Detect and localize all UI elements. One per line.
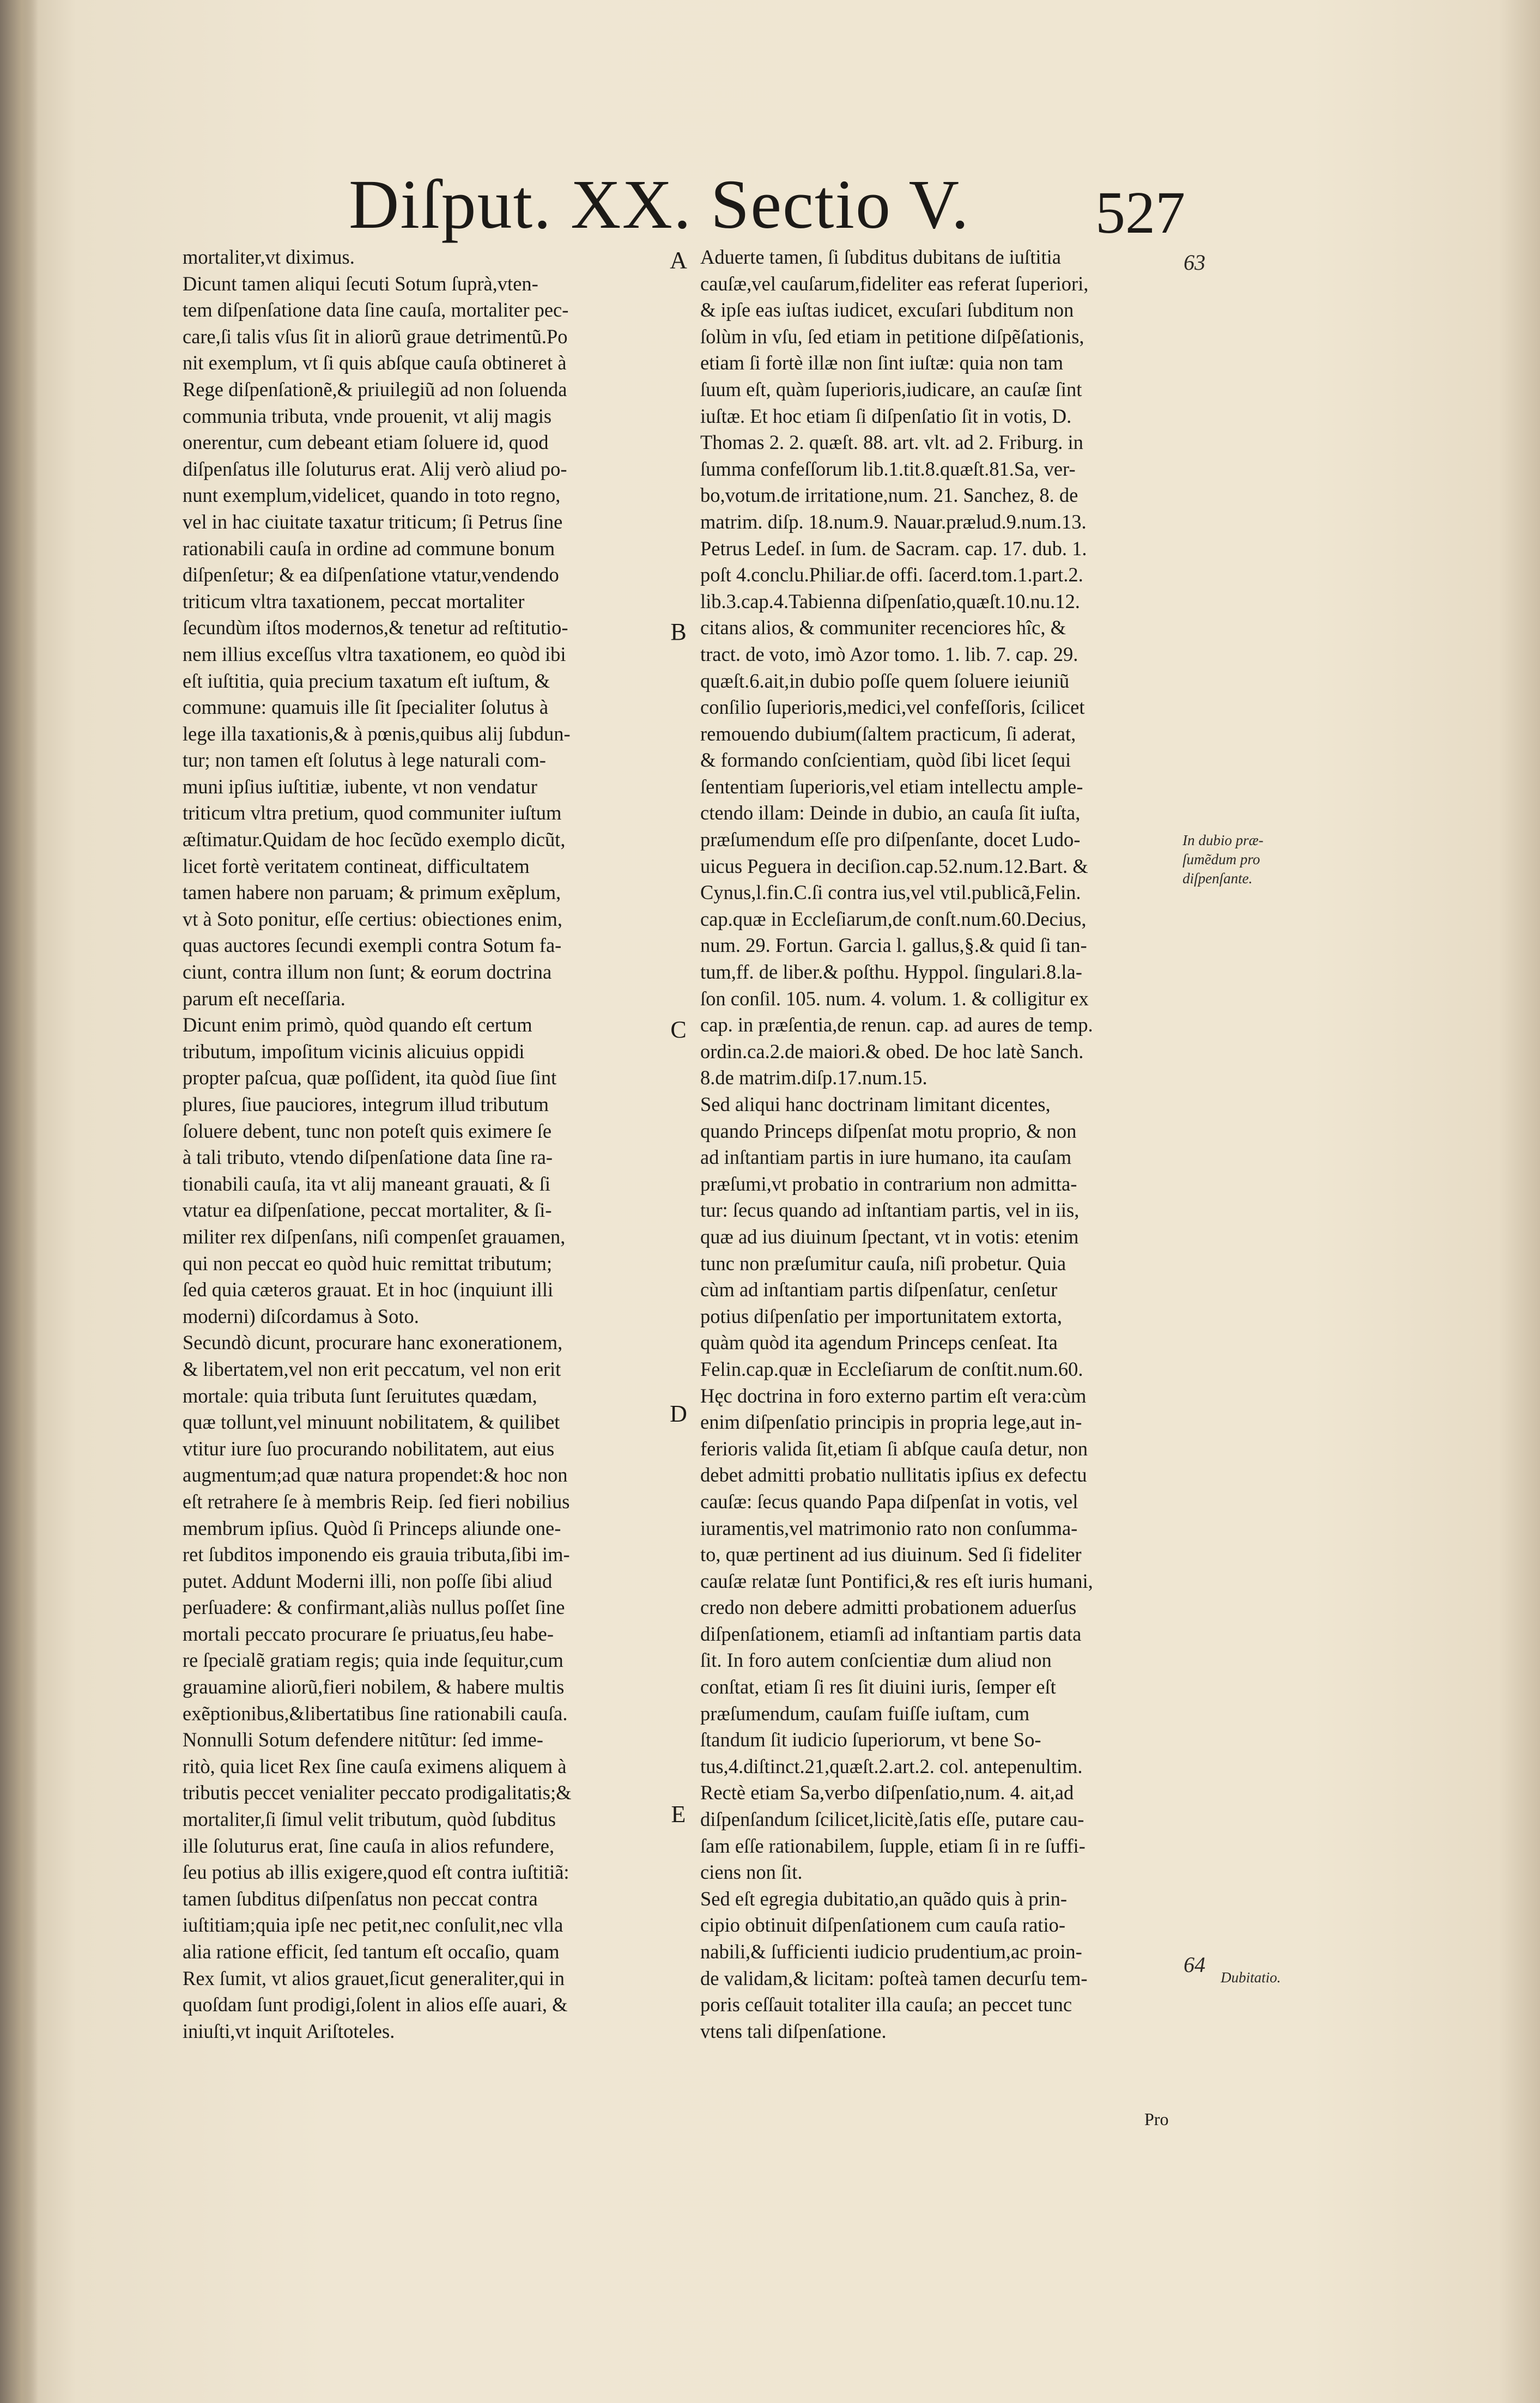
left-column-line: tem diſpenſatione data ſine cauſa, mortaliter pec- bbox=[183, 299, 569, 321]
right-column-line: præſumendum eſſe pro diſpenſante, docet Ludo- bbox=[700, 828, 1081, 851]
margin-note-line: Dubitatio. bbox=[1221, 1969, 1281, 1986]
left-column-line: ciunt, contra illum non ſunt; & eorum doctrina bbox=[183, 961, 552, 984]
left-column-line: putet. Addunt Moderni illi, non poſſe ſibi aliud bbox=[183, 1569, 553, 1592]
section-letter-e: E bbox=[671, 1801, 686, 1828]
left-column-line: grauamine aliorũ,fieri nobilem, & habere multis bbox=[183, 1676, 565, 1698]
left-column-line: alia ratione efficit, ſed tantum eſt occaſio, quam bbox=[183, 1940, 560, 1963]
right-column-line: ſolùm in vſu, ſed etiam in petitione diſpẽſationis, bbox=[700, 325, 1084, 348]
right-column-line: citans alios, & communiter recenciores hîc, & bbox=[700, 616, 1066, 639]
right-column-line: conſilio ſuperioris,medici,vel confeſſoris, ſcilicet bbox=[700, 696, 1085, 719]
right-column-line: ordin.ca.2.de maiori.& obed. De hoc latè Sanch. bbox=[700, 1040, 1084, 1063]
left-column-line: Rex ſumit, vt alios grauet,ſicut generaliter,qui in bbox=[183, 1967, 565, 1989]
left-column-line: militer rex diſpenſans, niſi compenſet grauamen, bbox=[183, 1225, 566, 1248]
left-column-line: ille ſoluturus erat, ſine cauſa in alios refundere, bbox=[183, 1834, 555, 1857]
right-column-line: to, quæ pertinent ad ius diuinum. Sed ſi fideliter bbox=[700, 1543, 1082, 1566]
right-column-line: ſententiam ſuperioris,vel etiam intellectu ample- bbox=[700, 775, 1083, 798]
left-column-line: Nonnulli Sotum defendere nitũtur: ſed imme- bbox=[183, 1728, 543, 1751]
page-binding-shadow bbox=[0, 0, 38, 2403]
right-column-line: bo,votum.de irritatione,num. 21. Sanchez, 8. de bbox=[700, 484, 1078, 507]
right-column-line: ctendo illam: Deinde in dubio, an cauſa ſit iuſta, bbox=[700, 802, 1081, 824]
right-column-line: Felin.cap.quæ in Eccleſiarum de conſtit.num.60. bbox=[700, 1357, 1083, 1380]
right-column-line: diſpenſandum ſcilicet,licitè,ſatis eſſe, putare cau- bbox=[700, 1808, 1084, 1831]
left-column-line: & libertatem,vel non erit peccatum, vel non erit bbox=[183, 1357, 561, 1380]
left-column-line: eſt retrahere ſe à membris Reip. ſed fieri nobilius bbox=[183, 1490, 570, 1513]
left-column-line: mortaliter,ſi ſimul velit tributum, quòd ſubditus bbox=[183, 1808, 556, 1831]
right-column-line: ſon conſil. 105. num. 4. volum. 1. & colligitur ex bbox=[700, 987, 1089, 1010]
right-column-line: Aduerte tamen, ſi ſubditus dubitans de iuſtitia bbox=[700, 246, 1061, 268]
right-column-line: enim diſpenſatio principis in propria lege,aut in- bbox=[700, 1411, 1082, 1434]
left-column-line: licet fortè veritatem contineat, difficultatem bbox=[183, 854, 530, 877]
left-column-line: onerentur, cum debeant etiam ſoluere id, quod bbox=[183, 431, 549, 454]
right-column-line: tract. de voto, imò Azor tomo. 1. lib. 7. cap. 29. bbox=[700, 642, 1078, 665]
left-column-line: plures, ſiue pauciores, integrum illud tributum bbox=[183, 1093, 549, 1115]
right-column-line: debet admitti probatio nullitatis ipſius ex defectu bbox=[700, 1464, 1087, 1486]
left-column-line: ſed quia cæteros grauat. Et in hoc (inquiunt illi bbox=[183, 1278, 554, 1301]
right-column-line: cap. in præſentia,de renun. cap. ad aures de temp. bbox=[700, 1014, 1093, 1036]
left-column-line: mortale: quia tributa ſunt ſeruitutes quædam, bbox=[183, 1384, 537, 1407]
left-column-line: care,ſi talis vſus ſit in aliorũ graue detrimentũ.Po bbox=[183, 325, 568, 348]
left-column-line: Dicunt enim primò, quòd quando eſt certum bbox=[183, 1014, 532, 1036]
right-column-line: diſpenſationem, etiamſi ad inſtantiam partis data bbox=[700, 1622, 1082, 1645]
left-column-line: tamen habere non paruam; & primum exẽplum, bbox=[183, 881, 561, 904]
margin-note-line: diſpenſante. bbox=[1183, 870, 1253, 887]
right-column-line: Cynus,l.fin.C.ſi contra ius,vel vtil.publicã,Felin. bbox=[700, 881, 1081, 904]
right-column-line: cauſæ: ſecus quando Papa diſpenſat in votis, vel bbox=[700, 1490, 1078, 1513]
left-column-line: commune: quamuis ille ſit ſpecialiter ſolutus à bbox=[183, 696, 549, 719]
left-column-line: eſt iuſtitia, quia precium taxatum eſt iuſtum, & bbox=[183, 669, 550, 692]
left-column-line: ſeu potius ab illis exigere,quod eſt contra iuſtitiã: bbox=[183, 1861, 569, 1884]
left-column-line: vtatur ea diſpenſatione, peccat mortaliter, & ſi- bbox=[183, 1199, 552, 1222]
left-column-line: triticum vltra pretium, quod communiter iuſtum bbox=[183, 802, 562, 824]
right-column-line: iuramentis,vel matrimonio rato non conſumma- bbox=[700, 1516, 1078, 1539]
right-column-line: etiam ſi fortè illæ non ſint iuſtæ: quia non tam bbox=[700, 351, 1064, 374]
left-column-line: ritò, quia licet Rex ſine cauſa eximens aliquem à bbox=[183, 1755, 567, 1777]
catchword: Pro bbox=[1144, 2109, 1169, 2129]
left-column-line: vt à Soto ponitur, eſſe certius: obiectiones enim, bbox=[183, 907, 562, 930]
right-column-line: poris ceſſauit totaliter illa cauſa; an peccet tunc bbox=[700, 1993, 1072, 2016]
right-column-line: Petrus Ledeſ. in ſum. de Sacram. cap. 17. dub. 1. bbox=[700, 537, 1087, 560]
right-column-line: tunc non præſumitur cauſa, niſi probetur. Quia bbox=[700, 1252, 1066, 1275]
left-column-line: mortaliter,vt diximus. bbox=[183, 246, 355, 268]
page-number: 527 bbox=[1095, 179, 1185, 246]
left-column-line: tributis peccet venialiter peccato prodigalitatis;& bbox=[183, 1781, 572, 1804]
margin-note-line: In dubio præ- bbox=[1183, 832, 1264, 848]
left-column-line: ret ſubditos imponendo eis grauia tributa,ſibi im- bbox=[183, 1543, 570, 1566]
left-column-line: vtitur iure ſuo procurando nobilitatem, aut eius bbox=[183, 1437, 555, 1460]
section-letter-b: B bbox=[670, 618, 687, 645]
right-column-line: uicus Peguera in deciſion.cap.52.num.12.Bart. & bbox=[700, 854, 1088, 877]
right-column-line: cap.quæ in Eccleſiarum,de conſt.num.60.Decius, bbox=[700, 907, 1087, 930]
left-column-line: triticum vltra taxationem, peccat mortaliter bbox=[183, 590, 525, 612]
left-column-line: diſpenſatus ille ſoluturus erat. Alij verò aliud po- bbox=[183, 457, 567, 480]
right-column-line: ad inſtantiam partis in iure humano, ita cauſam bbox=[700, 1146, 1072, 1169]
right-column-line: & formando conſcientiam, quòd ſibi licet ſequi bbox=[700, 749, 1071, 772]
left-column-line: mortali peccato procurare ſe priuatus,ſeu habe- bbox=[183, 1622, 554, 1645]
left-column-line: nunt exemplum,videlicet, quando in toto regno, bbox=[183, 484, 561, 507]
left-column-line: propter paſcua, quæ poſſident, ita quòd ſiue ſint bbox=[183, 1066, 557, 1089]
right-column-line: nabili,& ſufficienti iudicio prudentium,ac proin- bbox=[700, 1940, 1082, 1963]
right-column-line: tur: ſecus quando ad inſtantiam partis, vel in iis, bbox=[700, 1199, 1080, 1222]
left-column-line: perſuadere: & confirmant,aliàs nullus poſſet ſine bbox=[183, 1596, 565, 1619]
left-column-line: nem illius exceſſus vltra taxationem, eo quòd ibi bbox=[183, 642, 566, 665]
right-column-line: cauſæ relatæ ſunt Pontifici,& res eſt iuris humani, bbox=[700, 1569, 1093, 1592]
left-column-line: quæ tollunt,vel minuunt nobilitatem, & quilibet bbox=[183, 1411, 560, 1434]
left-column-line: tionabili cauſa, ita vt alij maneant grauati, & ſi bbox=[183, 1172, 551, 1195]
right-column-line: tus,4.diſtinct.21,quæſt.2.art.2. col. antepenultim. bbox=[700, 1755, 1083, 1777]
right-column-line: matrim. diſp. 18.num.9. Nauar.prælud.9.num.13. bbox=[700, 510, 1087, 533]
right-column-line: quæſt.6.ait,in dubio poſſe quem ſoluere ieiuniũ bbox=[700, 669, 1070, 692]
left-column-line: Secundò dicunt, procurare hanc exonerationem, bbox=[183, 1331, 563, 1354]
right-column-line: credo non debere admitti probationem aduerſus bbox=[700, 1596, 1077, 1619]
right-column-line: ſam eſſe rationabilem, ſupple, etiam ſi in re ſuffi- bbox=[700, 1834, 1086, 1857]
left-column-line: quoſdam ſunt prodigi,ſolent in alios eſſe auari, & bbox=[183, 1993, 568, 2016]
left-column-line: parum eſt neceſſaria. bbox=[183, 987, 345, 1010]
right-text-column bbox=[700, 244, 1212, 2044]
right-column-line: præſumendum, cauſam fuiſſe iuſtam, cum bbox=[700, 1702, 1030, 1725]
left-column-line: iniuſti,vt inquit Ariſtoteles. bbox=[183, 2019, 395, 2042]
right-column-line: conſtat, etiam ſi res ſit diuini iuris, ſemper eſt bbox=[700, 1676, 1056, 1698]
left-column-line: iuſtitiam;quia ipſe nec petit,nec conſulit,nec vlla bbox=[183, 1914, 563, 1937]
left-column-line: muni ipſius iuſtitiæ, iubente, vt non vendatur bbox=[183, 775, 537, 798]
margin-number-64: 64 bbox=[1184, 1952, 1205, 1977]
right-column-line: ſtandum ſit iudicio ſuperiorum, vt bene So- bbox=[700, 1728, 1041, 1751]
left-column-line: rationabili cauſa in ordine ad commune bonum bbox=[183, 537, 555, 560]
right-column-line: ſit. In foro autem conſcientiæ dum aliud non bbox=[700, 1649, 1052, 1672]
left-column-line: vel in hac ciuitate taxatur triticum; ſi Petrus ſine bbox=[183, 510, 563, 533]
left-column-line: quas auctores ſecundi exempli contra Sotum fa- bbox=[183, 934, 562, 957]
left-column-line: tributum, impoſitum vicinis alicuius oppidi bbox=[183, 1040, 525, 1063]
margin-note-in-dubio bbox=[1183, 831, 1275, 888]
right-column-line: Sed eſt egregia dubitatio,an quãdo quis à prin- bbox=[700, 1887, 1068, 1910]
right-column-line: Rectè etiam Sa,verbo diſpenſatio,num. 4. ait,ad bbox=[700, 1781, 1074, 1804]
section-letter-c: C bbox=[670, 1016, 687, 1043]
right-column-line: cùm ad inſtantiam partis diſpenſatur, cenſetur bbox=[700, 1278, 1058, 1301]
right-column-line: potius diſpenſatio per importunitatem extorta, bbox=[700, 1304, 1062, 1327]
right-column-line: ciens non ſit. bbox=[700, 1861, 803, 1884]
right-column-line: ferioris valida ſit,etiam ſi abſque cauſa detur, non bbox=[700, 1437, 1088, 1460]
right-column-line: quando Princeps diſpenſat motu proprio, & non bbox=[700, 1119, 1077, 1142]
left-column-line: æſtimatur.Quidam de hoc ſecũdo exemplo dicũt, bbox=[183, 828, 566, 851]
right-column-line: 8.de matrim.diſp.17.num.15. bbox=[700, 1066, 927, 1089]
margin-note-line: ſumẽdum pro bbox=[1183, 851, 1260, 867]
right-column-line: poſt 4.conclu.Philiar.de offi. ſacerd.tom.1.part.2. bbox=[700, 563, 1083, 586]
right-column-line: ſumma confeſſorum lib.1.tit.8.quæſt.81.Sa, ver- bbox=[700, 457, 1076, 480]
left-column-line: augmentum;ad quæ natura propendet:& hoc non bbox=[183, 1464, 568, 1486]
right-column-line: de validam,& licitam: poſteà tamen decurſu tem- bbox=[700, 1967, 1088, 1989]
left-column-line: Dicunt tamen aliqui ſecuti Sotum ſuprà,vten- bbox=[183, 272, 538, 295]
left-column-line: à tali tributo, vtendo diſpenſatione data ſine ra- bbox=[183, 1146, 553, 1169]
right-column-line: Hęc doctrina in foro externo partim eſt vera:cùm bbox=[700, 1384, 1087, 1407]
right-column-line: remouendo dubium(ſaltem practicum, ſi aderat, bbox=[700, 722, 1076, 745]
left-column-line: tur; non tamen eſt ſolutus à lege naturali com- bbox=[183, 749, 546, 772]
left-column-line: exẽptionibus,&libertatibus ſine rationabili cauſa. bbox=[183, 1702, 568, 1725]
left-column-line: ſoluere debent, tunc non poteſt quis eximere ſe bbox=[183, 1119, 552, 1142]
left-column-line: Rege diſpenſationẽ,& priuilegiũ ad non ſoluenda bbox=[183, 378, 567, 400]
left-column-line: re ſpecialẽ gratiam regis; quia inde ſequitur,cum bbox=[183, 1649, 563, 1672]
right-column-line: & ipſe eas iuſtas iudicet, excuſari ſubditum non bbox=[700, 299, 1074, 321]
running-header-title: Diſput. XX. Sectio V. bbox=[349, 166, 970, 243]
left-column-line: diſpenſetur; & ea diſpenſatione vtatur,vendendo bbox=[183, 563, 559, 586]
left-column-line: qui non peccat eo quòd huic remittat tributum; bbox=[183, 1252, 553, 1275]
right-column-line: quæ ad ius diuinum ſpectant, vt in votis: etenim bbox=[700, 1225, 1079, 1248]
right-column-line: ſuum eſt, quàm ſuperioris,iudicare, an cauſæ ſint bbox=[700, 378, 1082, 400]
margin-number-63: 63 bbox=[1184, 250, 1205, 275]
left-column-line: tamen ſubditus diſpenſatus non peccat contra bbox=[183, 1887, 538, 1910]
right-column-line: num. 29. Fortun. Garcia l. gallus,§.& quid ſi tan- bbox=[700, 934, 1087, 957]
section-letter-d: D bbox=[670, 1400, 687, 1427]
right-column-line: vtens tali diſpenſatione. bbox=[700, 2019, 887, 2042]
left-column-line: moderni) diſcordamus à Soto. bbox=[183, 1304, 419, 1327]
left-column-line: nit exemplum, vt ſi quis abſque cauſa obtineret à bbox=[183, 351, 567, 374]
right-column-line: præſumi,vt probatio in contrarium non admitta- bbox=[700, 1172, 1077, 1195]
left-column-line: membrum ipſius. Quòd ſi Princeps aliunde one- bbox=[183, 1516, 561, 1539]
right-column-line: lib.3.cap.4.Tabienna diſpenſatio,quæſt.10.nu.12. bbox=[700, 590, 1080, 612]
left-column-line: lege illa taxationis,& à pœnis,quibus alij ſubdun- bbox=[183, 722, 571, 745]
margin-note-dubitatio bbox=[1221, 1968, 1313, 1987]
right-column-line: Thomas 2. 2. quæſt. 88. art. vlt. ad 2. Friburg. in bbox=[700, 431, 1083, 454]
left-column-line: ſecundùm iſtos modernos,& tenetur ad reſtitutio- bbox=[183, 616, 568, 639]
right-column-line: tum,ff. de liber.& poſthu. Hyppol. ſingulari.8.la- bbox=[700, 961, 1082, 984]
section-letter-a: A bbox=[670, 247, 687, 274]
right-column-line: cipio obtinuit diſpenſationem cum cauſa ratio- bbox=[700, 1914, 1065, 1937]
left-column-line: communia tributa, vnde prouenit, vt alij magis bbox=[183, 404, 552, 427]
right-column-line: iuſtæ. Et hoc etiam ſi diſpenſatio ſit in votis, D. bbox=[700, 404, 1072, 427]
right-column-line: cauſæ,vel cauſarum,fideliter eas referat ſuperiori, bbox=[700, 272, 1089, 295]
right-column-line: quàm quòd ita agendum Princeps cenſeat. Ita bbox=[700, 1331, 1058, 1354]
left-text-column bbox=[183, 244, 695, 2044]
right-column-line: Sed aliqui hanc doctrinam limitant dicentes, bbox=[700, 1093, 1051, 1115]
